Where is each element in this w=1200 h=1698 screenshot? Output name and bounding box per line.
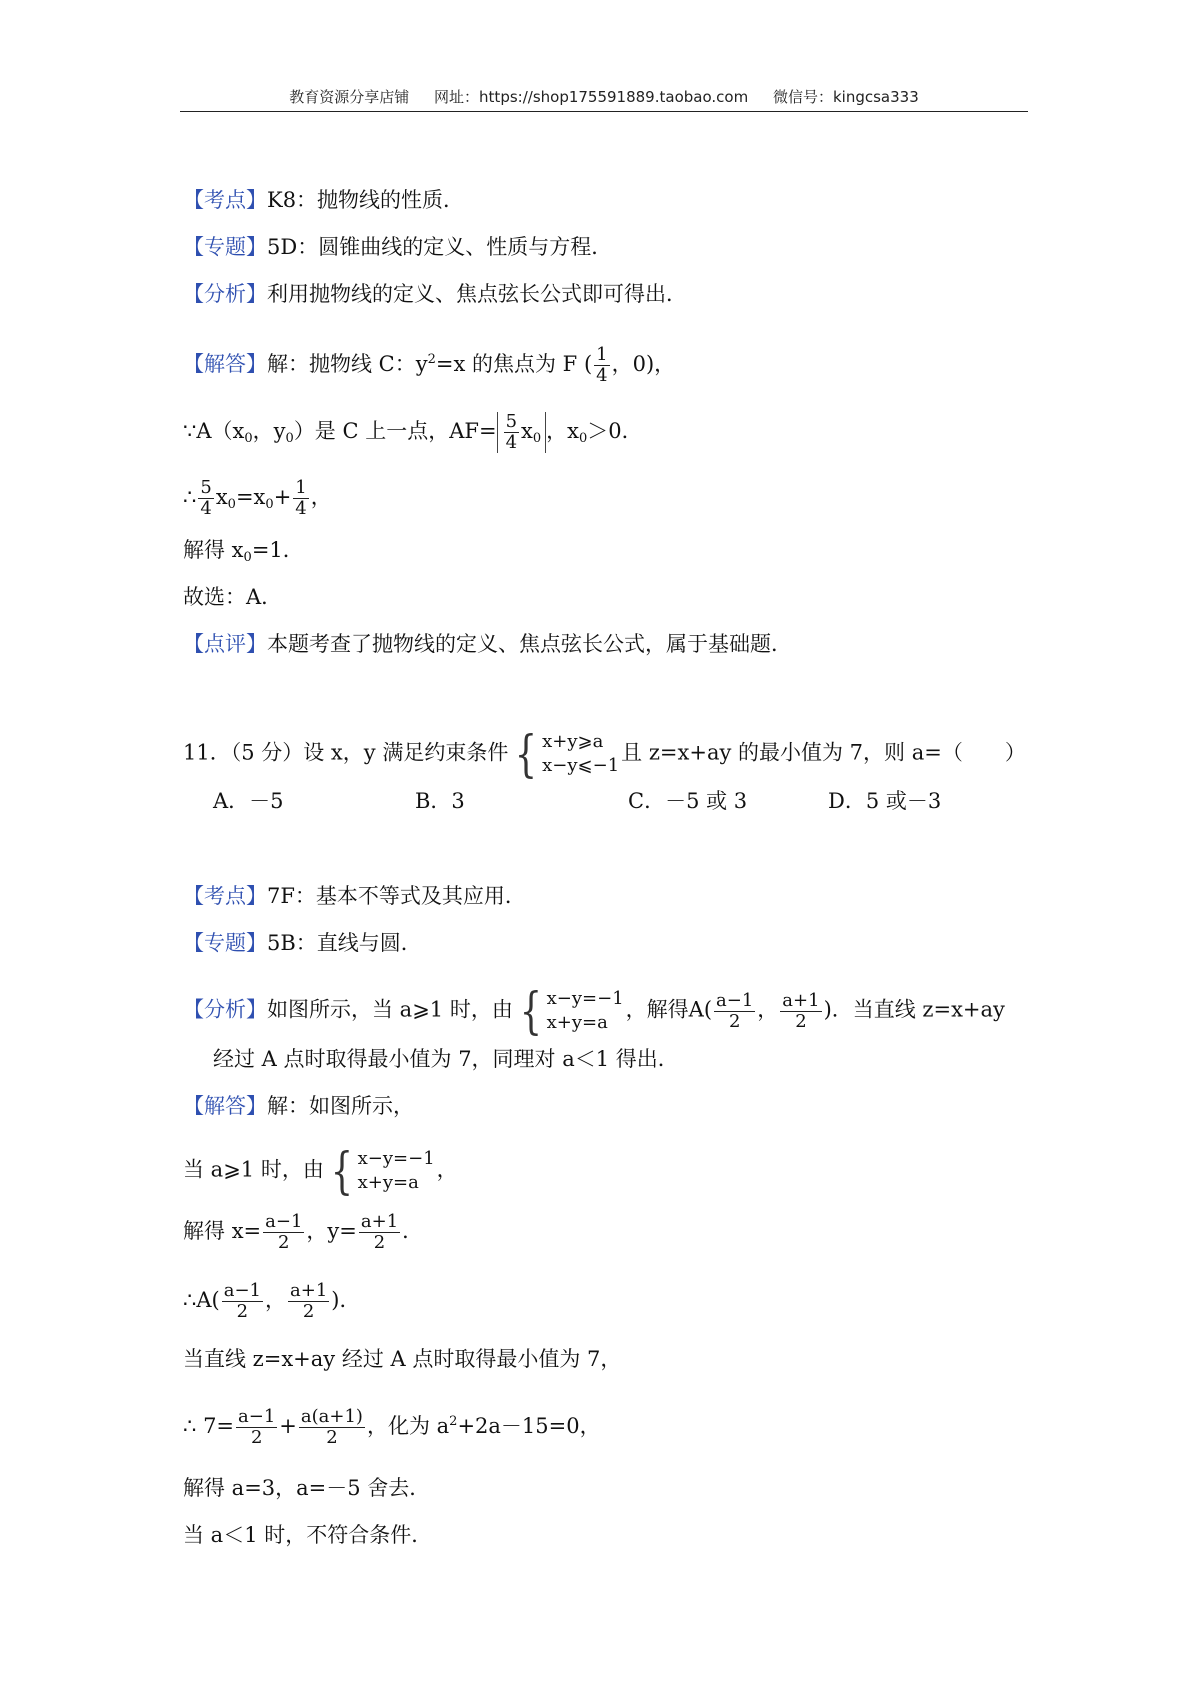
superscript: 2 (427, 352, 436, 367)
text: ， (436, 1157, 458, 1182)
q10-fenxi-text: 利用抛物线的定义、焦点弦长公式即可得出． (267, 282, 687, 306)
num: a+1 (290, 1280, 328, 1301)
text: x (521, 419, 533, 443)
den: 2 (302, 1301, 315, 1322)
q11-j7: 解得 a=3，a=－5 舍去． (183, 1476, 431, 1500)
equation: x+y=a (546, 1012, 608, 1033)
subscript: 0 (243, 550, 252, 565)
therefore: ∴ (183, 1288, 197, 1312)
text: ，y (252, 419, 286, 443)
text: =x (235, 485, 266, 509)
tag-kaodian: 【考点】 (183, 188, 267, 212)
subscript: 0 (227, 497, 236, 512)
equation: x−y=−1 (357, 1148, 435, 1169)
constraint-system (510, 725, 620, 783)
text: 解得 x (183, 538, 244, 562)
q10-fenxi (183, 279, 687, 309)
text: x (215, 485, 228, 509)
text: ． (402, 1219, 424, 1243)
tag-jieda: 【解答】 (183, 1094, 267, 1118)
text: x= (231, 1219, 262, 1243)
point-label: A( (196, 1288, 220, 1312)
text: ，0)， (611, 352, 676, 376)
tag-zhuanti: 【专题】 (183, 235, 267, 259)
option-b: B．3 (415, 789, 465, 813)
text: +2a－15=0， (457, 1414, 601, 1438)
fraction (222, 1281, 263, 1322)
q11-j4 (183, 1281, 360, 1322)
q11-j2 (183, 1142, 458, 1200)
q11-fenxi (183, 982, 1005, 1040)
num: 1 (295, 477, 307, 498)
fraction (236, 1407, 277, 1448)
superscript: 2 (449, 1414, 458, 1429)
point-label: A( (688, 997, 713, 1022)
num: a+1 (782, 989, 820, 1011)
den: 4 (200, 498, 212, 519)
constraint-2: x−y⩽−1 (542, 755, 620, 776)
den: 2 (373, 1232, 386, 1253)
den: 4 (295, 498, 307, 519)
den: 2 (326, 1427, 338, 1448)
tag-zhuanti: 【专题】 (183, 931, 267, 955)
equation-system (515, 982, 624, 1040)
text: ， (310, 485, 332, 509)
q11-j6 (183, 1407, 601, 1448)
text: 如图所示，当 a⩾1 时，由 (267, 997, 513, 1022)
q10-line4 (183, 535, 304, 573)
num: 5 (505, 411, 518, 432)
q11-zhuanti-text: 5B：直线与圆． (267, 931, 422, 955)
fraction-one-quarter (594, 345, 609, 386)
equation-system (326, 1142, 435, 1200)
therefore: ∴ (183, 1414, 197, 1438)
q10-kaodian-text: K8：抛物线的性质． (267, 188, 465, 212)
q11-j5: 当直线 z=x+ay 经过 A 点时取得最小值为 7， (183, 1347, 622, 1371)
brace: { (515, 725, 538, 783)
page-header (180, 86, 1028, 107)
text: ， (757, 997, 779, 1022)
tag-dianping: 【点评】 (183, 632, 267, 656)
text: ，x (546, 419, 579, 443)
option-d: D．5 或－3 (828, 789, 942, 813)
num: a−1 (716, 989, 754, 1011)
tag-fenxi: 【分析】 (183, 997, 267, 1022)
header-url: 网址：https://shop175591889.taobao.com (434, 88, 749, 106)
text: ， (265, 1288, 286, 1312)
q10-jieda (183, 345, 675, 386)
q10-zhuanti (183, 232, 612, 262)
text: y= (327, 1219, 357, 1243)
text: ， (306, 1219, 328, 1243)
q10-line3 (183, 478, 332, 520)
fraction (198, 478, 213, 519)
num: a(a+1) (300, 1406, 363, 1427)
den: 4 (505, 432, 518, 453)
q11-j8: 当 a＜1 时，不符合条件． (183, 1523, 433, 1547)
header-wechat: 微信号：kingcsa333 (772, 88, 919, 106)
q10-zhuanti-text: 5D：圆锥曲线的定义、性质与方程． (267, 235, 613, 259)
q11-options (183, 786, 983, 816)
absolute-value (497, 412, 547, 453)
fraction (293, 478, 308, 519)
q10-dianping-text: 本题考查了抛物线的定义、焦点弦长公式，属于基础题． (267, 632, 792, 656)
q11-jieda (183, 1091, 414, 1121)
tag-fenxi: 【分析】 (183, 282, 267, 306)
therefore: ∴ (183, 485, 197, 509)
num: a−1 (223, 1280, 261, 1301)
brace: { (519, 982, 542, 1040)
text: ，化为 a (366, 1414, 450, 1438)
text: 11．（5 分）设 x，y 满足约束条件 (183, 740, 509, 765)
tag-jieda: 【解答】 (183, 352, 267, 376)
text: ）是 C 上一点，AF= (293, 419, 497, 443)
text: 解：抛物线 C：y (267, 352, 428, 376)
fraction (780, 991, 821, 1032)
fraction (288, 1281, 329, 1322)
text: + (279, 1414, 297, 1438)
q10-line5: 故选：A． (183, 585, 283, 609)
text: ，解得 (625, 997, 689, 1022)
fraction (263, 1212, 304, 1253)
fraction (299, 1407, 365, 1448)
subscript: 0 (285, 431, 294, 446)
den: 4 (596, 365, 608, 386)
den: 2 (278, 1232, 290, 1253)
den: 2 (795, 1010, 807, 1032)
subscript: 0 (244, 431, 253, 446)
text: =x 的焦点为 F (435, 352, 578, 376)
q10-dianping (183, 629, 792, 659)
brace: { (330, 1142, 353, 1200)
text: =1． (251, 538, 304, 562)
num: a−1 (238, 1406, 276, 1427)
constraint-1: x+y⩾a (542, 731, 604, 752)
subscript: 0 (265, 497, 274, 512)
paren: ( (583, 352, 593, 376)
equation: x−y=−1 (546, 988, 624, 1009)
text: + (273, 485, 292, 509)
num: a+1 (360, 1211, 399, 1232)
text: )．当直线 z=x+ay (823, 997, 1005, 1022)
fraction (359, 1212, 400, 1253)
den: 2 (250, 1427, 263, 1448)
q11-fenxi-cont: 经过 A 点时取得最小值为 7，同理对 a＜1 得出． (213, 1047, 679, 1071)
text: 7= (203, 1414, 235, 1438)
text: 解得 (183, 1219, 225, 1243)
num: 5 (200, 477, 212, 498)
num: a−1 (265, 1211, 303, 1232)
den: 2 (728, 1010, 741, 1032)
subscript: 0 (532, 431, 542, 446)
text: 且 z=x+ay 的最小值为 7，则 a=（ ） (621, 740, 1026, 765)
q11-jieda-text: 解：如图所示， (267, 1094, 414, 1118)
q11-zhuanti (183, 928, 422, 958)
header-divider (180, 111, 1028, 112)
text: )． (331, 1288, 361, 1312)
tag-kaodian: 【考点】 (183, 884, 267, 908)
fraction (714, 991, 755, 1032)
text: 当 a⩾1 时，由 (183, 1157, 324, 1182)
subscript: 0 (578, 431, 588, 446)
num: 1 (596, 344, 608, 365)
text: ＞0． (587, 419, 643, 443)
option-a: A．－5 (213, 789, 284, 813)
header-shop: 教育资源分享店铺 (289, 88, 410, 106)
q11-kaodian (183, 881, 526, 911)
q11-stem (183, 725, 1026, 783)
den: 2 (236, 1301, 249, 1322)
equation: x+y=a (357, 1172, 419, 1193)
text: ∵A（x (183, 419, 245, 443)
fraction-five-quarters (504, 412, 519, 453)
q11-j3 (183, 1212, 423, 1253)
q10-line2 (183, 412, 643, 454)
q11-kaodian-text: 7F：基本不等式及其应用． (267, 884, 526, 908)
q10-kaodian (183, 185, 464, 215)
option-c: C．－5 或 3 (628, 789, 748, 813)
